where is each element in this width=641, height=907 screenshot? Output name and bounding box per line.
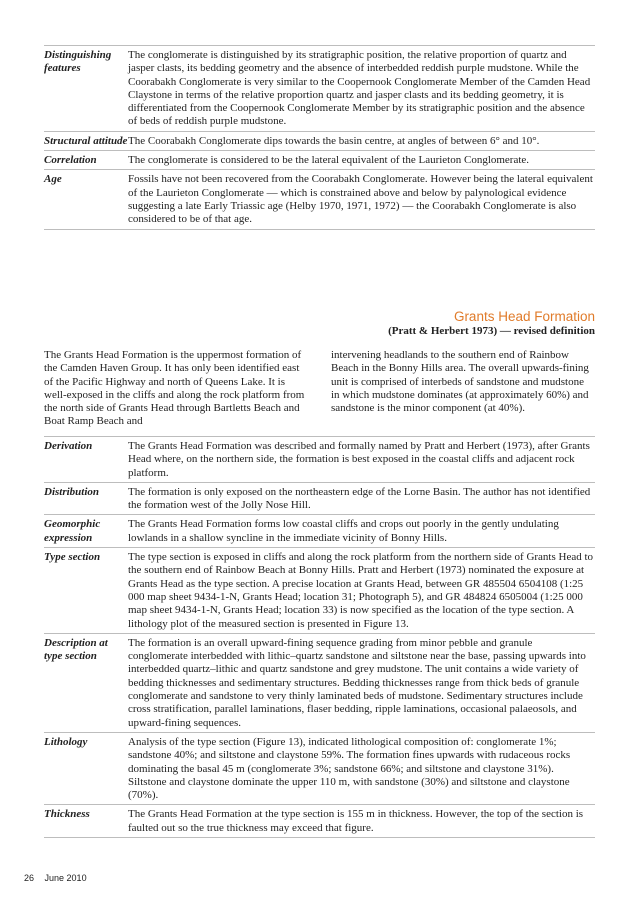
definition-text: The formation is an overall upward-fining sequence grading from minor pebble and granule conglomerate interbedded with lithic–quartz sandstone and siltstone near the base, passing upwards into interbedded quartz–lithic and quartz sandstone and grey mudstone. The unit contains a wide variety of bedding thicknesses and sedimentary structures. Bedding thicknesses range from thick beds of granule conglomerate and sandstone to very thinly laminated beds of mudstone. Sedimentary structures include cross stratification, parallel laminations, flaser bedding, ripple laminations, occasional palaeosols, and upward-fining sequences. [128, 636, 586, 729]
definition-term: Distribution [44, 485, 100, 498]
definition-row [44, 169, 595, 229]
definition-row [44, 482, 595, 515]
section-subtitle: (Pratt & Herbert 1973) — revised definition [388, 325, 595, 337]
definition-row [44, 732, 595, 804]
definition-text: The Grants Head Formation was described and formally named by Pratt and Herbert (1973), after Grants Head where, on the northern side, the formation is best exposed in the coastal cliffs and adjacent rock platform. [128, 440, 590, 479]
intro-paragraph [44, 349, 595, 429]
coorabakh-definition-table [44, 45, 595, 230]
grants-head-definition-table [44, 436, 595, 838]
definition-text: The formation is only exposed on the northeastern edge of the Lorne Basin. The author has not identified the formation west of the Jolly Nose Hill. [128, 485, 591, 512]
definition-text: The Grants Head Formation forms low coastal cliffs and crops out poorly in the gently undulating lowlands in a shallow syncline in the immediate vicinity of Bonny Hills. [128, 518, 559, 544]
publication-date: June 2010 [44, 873, 87, 883]
definition-row [44, 804, 595, 838]
definition-term: Thickness [44, 808, 90, 821]
definition-term: Geomorphic expression [44, 518, 101, 544]
definition-term: Description at type section [44, 636, 108, 663]
definition-term: Correlation [44, 154, 97, 167]
definition-text: The Coorabakh Conglomerate dips towards the basin centre, at angles of between 6° and 10°. [128, 134, 540, 147]
definition-text: The conglomerate is distinguished by its stratigraphic position, the relative proportion of quartz and jasper clasts, its bedding geometry and the absence of interbedded reddish purple mudstone. While the Coorabakh Conglomerate is very similar to the Coopernook Conglomerate Member of the Camden Head Claystone in terms of the relative proportion quartz and jasper clasts and its bedding geometry, it is differentiated from the Coopernook Conglomerate Member by its stratigraphic position and the absence of beds of reddish purple mudstone. [128, 49, 591, 128]
definition-term: Lithology [44, 735, 88, 748]
definition-row [44, 547, 595, 633]
definition-text: The conglomerate is considered to be the lateral equivalent of the Laurieton Conglomerate. [128, 154, 530, 167]
intro-column-right: intervening headlands to the southern end of Rainbow Beach in the Bonny Hills area. The overall upwards-fining unit is comprised of interbeds of sandstone and mudstone in which mudstone dominates (at approximately 60%) and sandstone is the minor component (at 40%). [331, 349, 589, 415]
definition-term: Type section [44, 551, 101, 564]
definition-row [44, 436, 595, 482]
definition-row [44, 514, 595, 547]
definition-text: The type section is exposed in cliffs and along the rock platform from the northern side of Grants Head to the southern end of Rainbow Beach at Bonny Hills. Pratt and Herbert (1973) nominated the exposure at Grants Head as the type section. A precise location at Grants Head, between GR 485504 6504108 (1:25 000 map sheet 9434-1-N, Grants Head; location 31; Photograph 5), and GR 484824 6505004 (1:25 000 map sheet 9434-1-N, Grants Head; location 33) is now specified as the location of the type section. A lithology plot of the measured section is presented in Figure 13. [128, 551, 594, 630]
definition-term: Structural attitude [44, 134, 128, 147]
definition-row [44, 131, 595, 150]
page-footer [24, 873, 87, 883]
page-number: 26 [24, 873, 35, 883]
definition-row [44, 45, 595, 131]
intro-column-left: The Grants Head Formation is the uppermost formation of the Camden Haven Group. It has only been identified east of the Pacific Highway and north of Queens Lake. It is well-exposed in the cliffs and along the rock platform from the north side of Grants Head through Bartletts Beach and Boat Ramp Beach and [44, 349, 305, 428]
definition-term: Derivation [44, 440, 93, 452]
definition-term: Age [44, 173, 62, 186]
definition-term: Distinguishing features [44, 49, 112, 75]
section-title: Grants Head Formation [453, 309, 595, 324]
definition-row [44, 633, 595, 732]
definition-row [44, 150, 595, 169]
definition-text: The Grants Head Formation at the type section is 155 m in thickness. However, the top of the section is faulted out so the true thickness may exceed that figure. [128, 808, 584, 834]
definition-text: Fossils have not been recovered from the Coorabakh Conglomerate. However being the lateral equivalent of the Laurieton Conglomerate — which is constrained above and below by palynological evidence suggesting a late Early Triassic age (Helby 1970, 1971, 1972) — the Coorabakh Conglomerate is also considered to be of that age. [128, 173, 593, 226]
definition-text: Analysis of the type section (Figure 13), indicated lithological composition of: conglomerate 1%; sandstone 40%; and siltstone and claystone 59%. The formation fines upwards with rudaceous rocks dominating the basal 45 m (conglomerate 3%; sandstone 66%; and siltstone and claystone 31%). Siltstone and claystone dominate the upper 110 m, with sandstone (30%) and siltstone and claystone (70%). [128, 735, 571, 802]
